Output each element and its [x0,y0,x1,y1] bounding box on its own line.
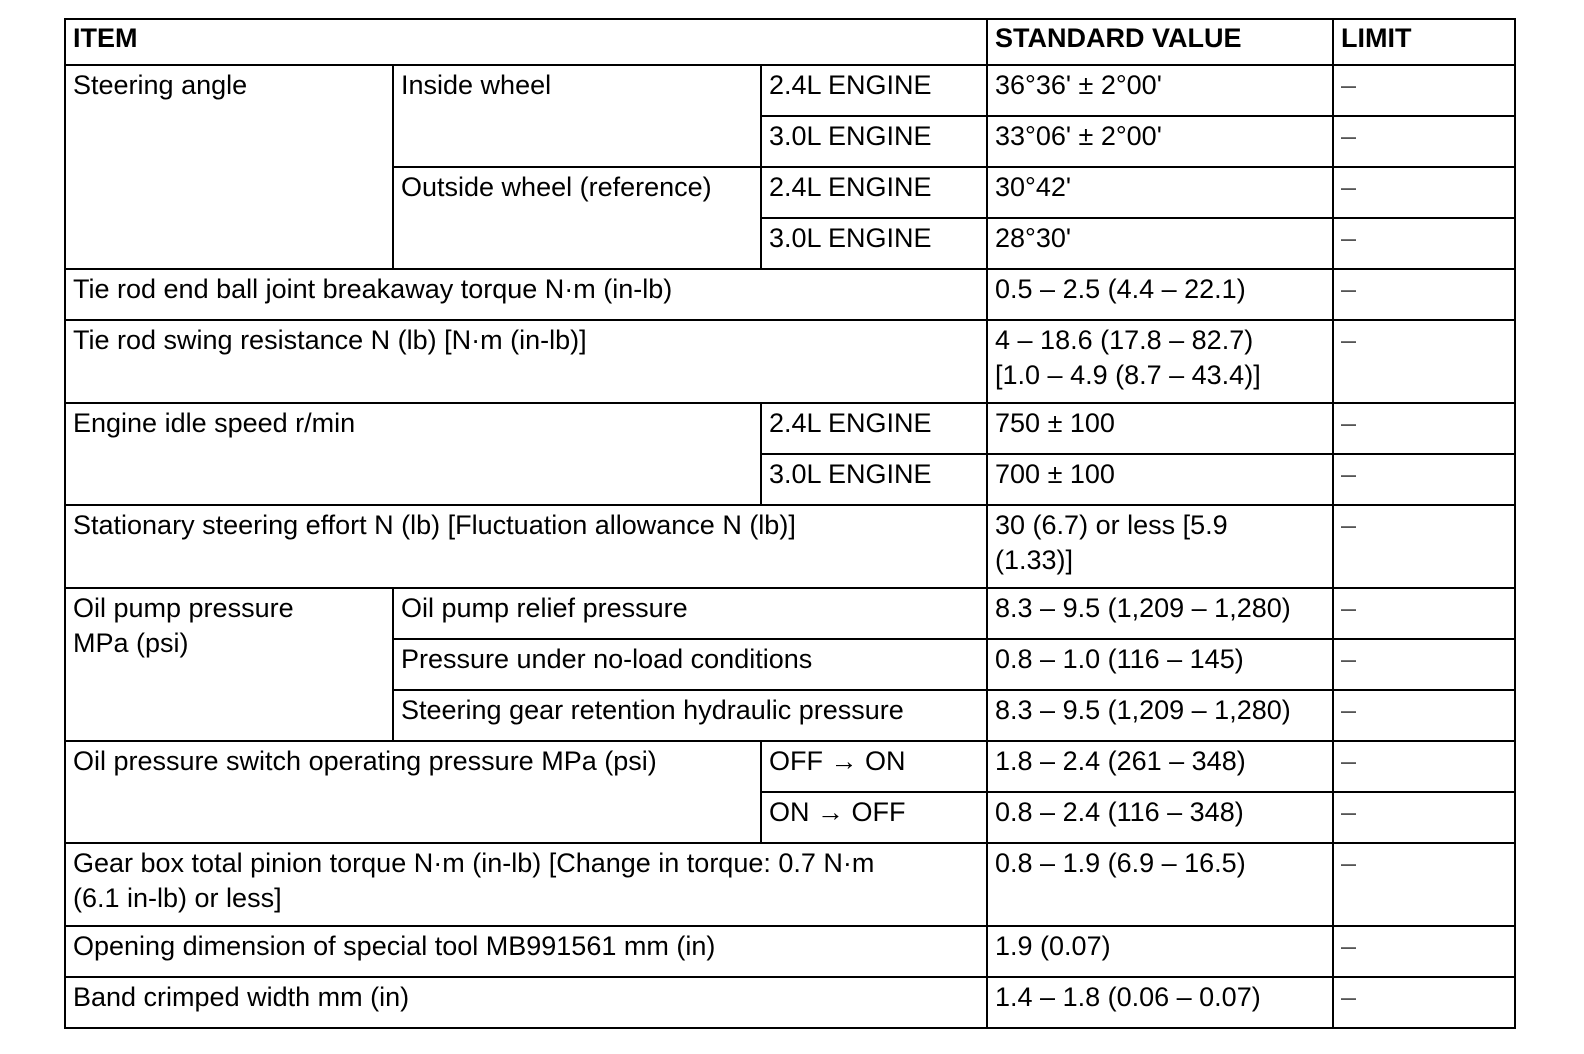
standard-value: 8.3 – 9.5 (1,209 – 1,280) [987,588,1333,639]
engine-label: 2.4L ENGINE [761,65,987,116]
retention-pressure-label: Steering gear retention hydraulic pressure [393,690,987,741]
limit-value: – [1333,403,1515,454]
header-item: ITEM [65,19,987,65]
standard-value: 750 ± 100 [987,403,1333,454]
limit-value: – [1333,588,1515,639]
standard-value: 30 (6.7) or less [5.9 (1.33)] [987,505,1333,588]
standard-value: 0.5 – 2.5 (4.4 – 22.1) [987,269,1333,320]
band-width-item: Band crimped width mm (in) [65,977,987,1028]
table-row [65,505,1515,588]
limit-value: – [1333,218,1515,269]
engine-label: 2.4L ENGINE [761,167,987,218]
table-row [65,741,1515,792]
limit-value: – [1333,269,1515,320]
standard-value: 4 – 18.6 (17.8 – 82.7) [1.0 – 4.9 (8.7 – 43.4)] [987,320,1333,403]
limit-value: – [1333,505,1515,588]
no-load-pressure-label: Pressure under no-load conditions [393,639,987,690]
engine-label: 2.4L ENGINE [761,403,987,454]
switch-state-label: OFF → ON [761,741,987,792]
standard-value: 700 ± 100 [987,454,1333,505]
header-row [65,19,1515,65]
oil-switch-item: Oil pressure switch operating pressure MPa (psi) [65,741,761,843]
service-specifications-table [64,18,1516,1029]
standard-value: 1.8 – 2.4 (261 – 348) [987,741,1333,792]
limit-value: – [1333,116,1515,167]
limit-value: – [1333,926,1515,977]
tie-rod-swing-item: Tie rod swing resistance N (lb) [N·m (in-lb)] [65,320,987,403]
standard-value: 1.4 – 1.8 (0.06 – 0.07) [987,977,1333,1028]
header-limit: LIMIT [1333,19,1515,65]
standard-value: 0.8 – 1.9 (6.9 – 16.5) [987,843,1333,926]
special-tool-item: Opening dimension of special tool MB991561 mm (in) [65,926,987,977]
table-row [65,269,1515,320]
standard-value: 33°06' ± 2°00' [987,116,1333,167]
engine-label: 3.0L ENGINE [761,454,987,505]
standard-value: 0.8 – 1.0 (116 – 145) [987,639,1333,690]
table-row [65,588,1515,639]
limit-value: – [1333,690,1515,741]
inside-wheel-label: Inside wheel [393,65,761,167]
limit-value: – [1333,741,1515,792]
limit-value: – [1333,843,1515,926]
table-row [65,926,1515,977]
limit-value: – [1333,639,1515,690]
oil-pump-item: Oil pump pressure MPa (psi) [65,588,393,741]
gear-box-item: Gear box total pinion torque N·m (in-lb) [Change in torque: 0.7 N·m (6.1 in-lb) or less] [65,843,987,926]
table-row [65,843,1515,926]
standard-value: 0.8 – 2.4 (116 – 348) [987,792,1333,843]
table-row [65,977,1515,1028]
limit-value: – [1333,977,1515,1028]
header-standard-value: STANDARD VALUE [987,19,1333,65]
table-row [65,403,1515,454]
switch-state-label: ON → OFF [761,792,987,843]
stationary-effort-item: Stationary steering effort N (lb) [Fluctuation allowance N (lb)] [65,505,987,588]
standard-value: 30°42' [987,167,1333,218]
standard-value: 28°30' [987,218,1333,269]
limit-value: – [1333,792,1515,843]
standard-value: 36°36' ± 2°00' [987,65,1333,116]
engine-label: 3.0L ENGINE [761,218,987,269]
limit-value: – [1333,320,1515,403]
limit-value: – [1333,65,1515,116]
standard-value: 1.9 (0.07) [987,926,1333,977]
table-row [65,320,1515,403]
steering-angle-item: Steering angle [65,65,393,269]
limit-value: – [1333,454,1515,505]
engine-label: 3.0L ENGINE [761,116,987,167]
tie-rod-breakaway-item: Tie rod end ball joint breakaway torque N·m (in-lb) [65,269,987,320]
engine-idle-item: Engine idle speed r/min [65,403,761,505]
limit-value: – [1333,167,1515,218]
outside-wheel-label: Outside wheel (reference) [393,167,761,269]
table-row [65,65,1515,116]
oil-pump-relief-label: Oil pump relief pressure [393,588,987,639]
standard-value: 8.3 – 9.5 (1,209 – 1,280) [987,690,1333,741]
